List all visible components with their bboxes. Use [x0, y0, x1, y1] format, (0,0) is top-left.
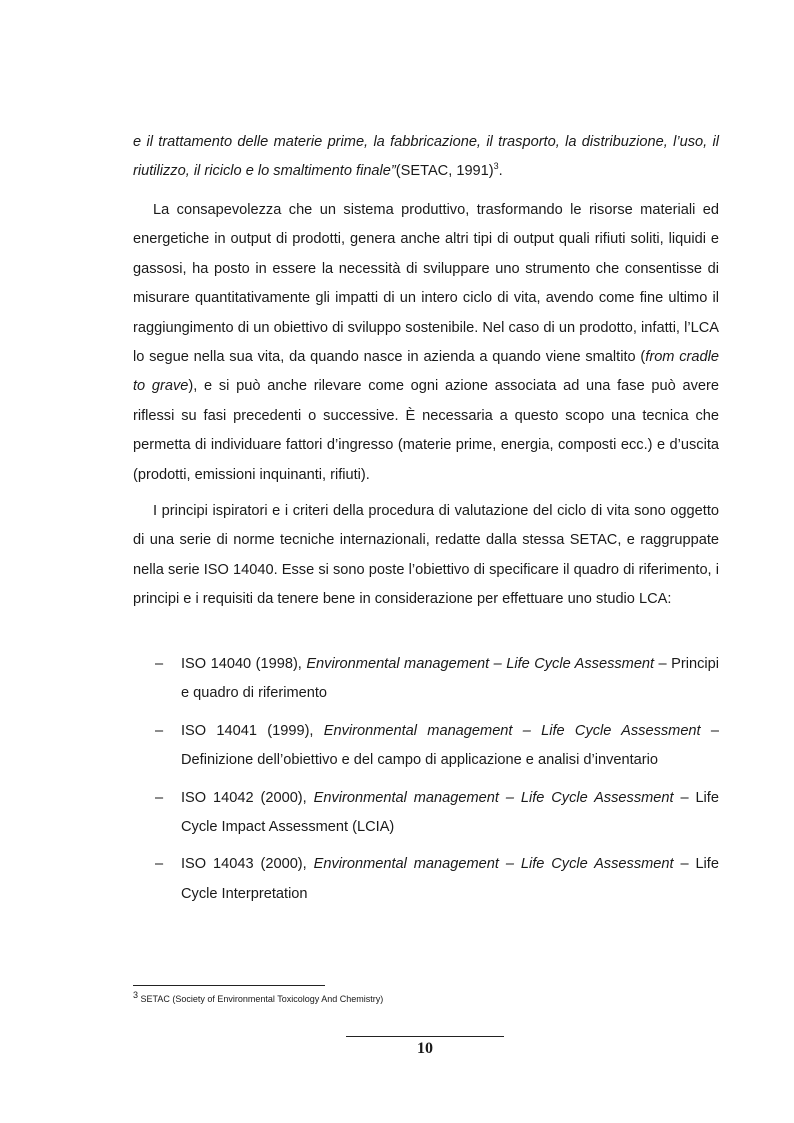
- list-item: [133, 717, 719, 776]
- dash-bullet: –: [155, 856, 164, 873]
- list-item: [133, 784, 719, 843]
- paragraph-quote-end: [133, 128, 719, 187]
- dash-bullet: –: [155, 789, 164, 806]
- paragraph-text-1: La consapevolezza che un sistema produttivo, trasformando le risorse materiali ed energetiche in output di prodotti, genera anche altri tipi di output quali rifiuti soliti, liquidi e gassosi, ha posto in essere la necessità di sviluppare uno strumento che consentisse di misurare quantitativamente gli impatti di un intero ciclo di vita, avendo come fine ultimo il raggiungimento di un obiettivo di sviluppo sostenibile. Nel caso di un prodotto, infatti, l’LCA lo segue nella sua vita, da quando nasce in azienda a quando viene smaltito (: [133, 202, 719, 366]
- page-number-rule: [346, 1036, 504, 1037]
- quote-italic: e il trattamento delle materie prime, la fabbricazione, il trasporto, la distribuzione, l’uso, il riutilizzo, il riciclo e lo smaltimento finale”: [133, 134, 719, 180]
- paragraph-lca-description: [133, 196, 719, 490]
- citation: (SETAC, 1991): [395, 163, 494, 180]
- dash-bullet: –: [155, 656, 164, 672]
- list-item: [133, 850, 719, 909]
- iso-code: ISO 14042 (2000),: [181, 789, 314, 806]
- iso-title-italic: Environmental management – Life Cycle Assessment: [313, 789, 674, 806]
- iso-title-italic: Environmental management – Life Cycle Assessment: [313, 856, 674, 873]
- iso-description: – Life Cycle Interpretation: [181, 856, 719, 902]
- paragraph-iso-intro: I principi ispiratori e i criteri della procedura di valutazione del ciclo di vita sono oggetto di una serie di norme tecniche internazionali, redatte dalla stessa SETAC, e raggruppate nella serie ISO 14040. Esse si sono poste l’obiettivo di specificare il quadro di riferimento, i principi e i requisiti da tenere bene in considerazione per effettuare uno studio LCA:: [133, 503, 719, 608]
- paragraph-text-2: ), e si può anche rilevare come ogni azione associata ad una fase può avere riflessi su fasi precedenti o successive. È necessaria a questo scopo una tecnica che permetta di individuare fattori d’ingresso (materie prime, energia, composti ecc.) e d’uscita (prodotti, emissioni inquinanti, rifiuti).: [133, 378, 719, 483]
- footnote-number: 3: [133, 990, 139, 1000]
- footnote-text: SETAC (Society of Environmental Toxicology And Chemistry): [138, 994, 384, 1004]
- paragraph-italic: from cradle to grave: [133, 349, 719, 395]
- dash-bullet: –: [155, 722, 164, 739]
- iso-description: – Definizione dell’obiettivo e del campo di applicazione e analisi d’inventario: [181, 722, 719, 769]
- iso-standards-list: [133, 650, 719, 917]
- iso-title-italic: Environmental management – Life Cycle Assessment: [323, 722, 701, 739]
- footnote: [133, 992, 383, 1006]
- iso-code: ISO 14040 (1998),: [181, 656, 307, 672]
- page-number: 10: [417, 1040, 433, 1057]
- iso-description: – Life Cycle Impact Assessment (LCIA): [181, 789, 719, 836]
- iso-code: ISO 14043 (2000),: [181, 856, 314, 873]
- list-item: [133, 650, 719, 709]
- footnote-separator: [133, 985, 325, 986]
- sentence-end: .: [498, 163, 503, 180]
- iso-title-italic: Environmental management – Life Cycle Assessment: [306, 656, 655, 672]
- iso-code: ISO 14041 (1999),: [181, 722, 324, 739]
- iso-description: – Principi e quadro di riferimento: [181, 656, 719, 702]
- footnote-ref[interactable]: 3: [493, 161, 499, 172]
